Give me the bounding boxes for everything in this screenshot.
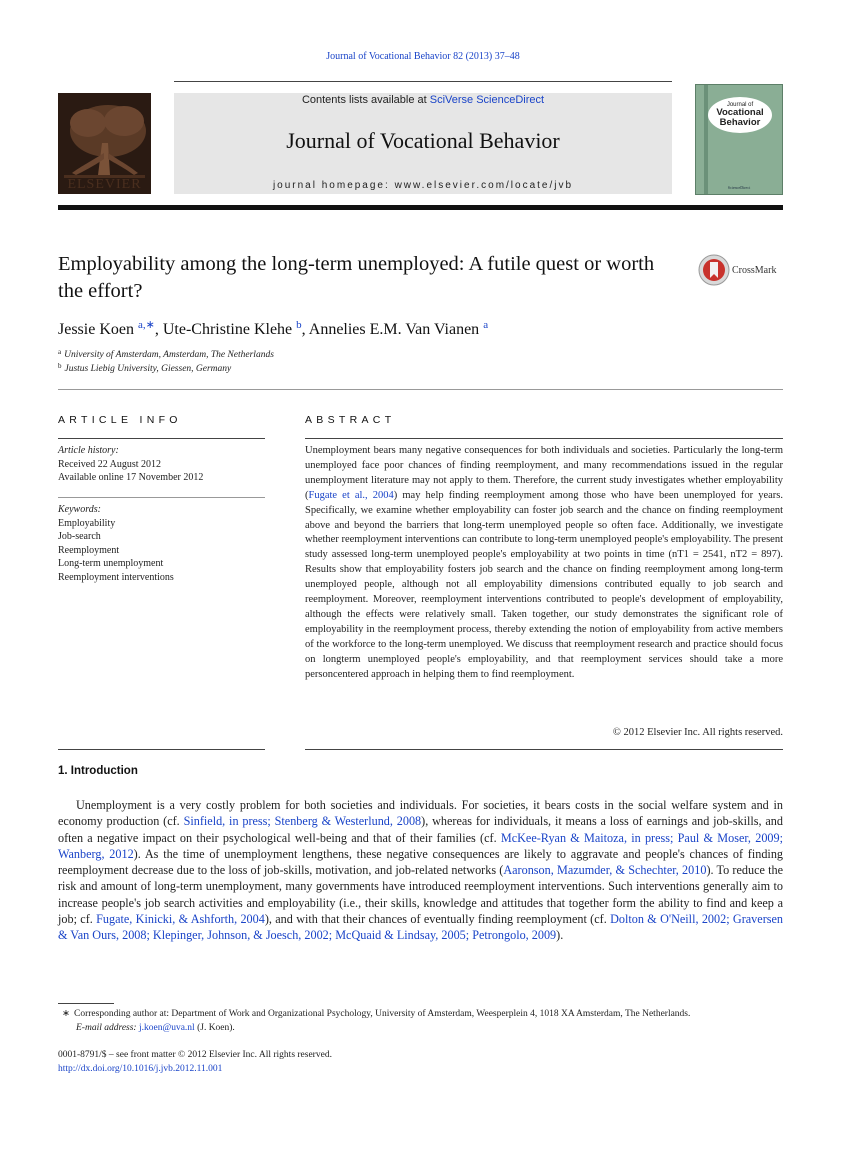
footnote-line bbox=[58, 1008, 783, 1022]
masthead-divider bbox=[58, 205, 783, 210]
affiliation-text: University of Amsterdam, Amsterdam, The Netherlands bbox=[64, 350, 274, 360]
email-suffix: (J. Koen). bbox=[194, 1022, 235, 1033]
introduction-paragraph bbox=[58, 797, 783, 944]
intro-text: ). To reduce the risk and amount of long-term unemployment, many governments have introduced reemployment interventions. Such interventions generally aim to increase people's job search activities and employability (i.e., their skills, knowledge and attitudes that together form the ability to find and keep a job; cf. bbox=[58, 863, 784, 927]
affiliation-text: Justus Liebig University, Giessen, Germany bbox=[64, 364, 232, 374]
cover-line1: Journal of bbox=[726, 102, 754, 108]
keyword-item: Reemployment bbox=[58, 544, 120, 556]
cover-label bbox=[708, 97, 772, 133]
footnote-star: ∗ bbox=[62, 1009, 70, 1019]
available-date: Available online 17 November 2012 bbox=[58, 472, 204, 483]
contents-prefix: Contents lists available at bbox=[301, 94, 430, 106]
article-info-rule bbox=[58, 438, 265, 439]
journal-citation-link[interactable]: Journal of Vocational Behavior 82 (2013) 37–48 bbox=[326, 51, 520, 62]
citation-link[interactable]: Fugate, Kinicki, & Ashforth, 2004 bbox=[96, 912, 265, 927]
abstract-rule bbox=[305, 438, 783, 439]
abstract-part: Unemployment bears many negative consequences for both individuals and societies. Particularly the long-term unemployed face poor chances of finding reemployment, and many recommendations issued in the regular unemployment literature may not apply to them. Therefore, the current study investigates whether employability ( bbox=[305, 445, 783, 501]
author-affiliation-mark[interactable]: b bbox=[296, 319, 302, 331]
homepage-prefix: journal homepage: bbox=[272, 180, 395, 191]
email-link[interactable]: j.koen@uva.nl bbox=[138, 1022, 195, 1033]
cover-line3: Behavior bbox=[719, 117, 761, 128]
history-label: Article history: bbox=[58, 445, 119, 456]
journal-homepage bbox=[174, 180, 672, 191]
article-info-bottom-rule bbox=[58, 749, 265, 750]
issn-block bbox=[58, 1048, 332, 1076]
abstract-bottom-rule bbox=[305, 749, 783, 750]
keyword-item: Employability bbox=[58, 517, 116, 529]
intro-text: ), and with that their chances of eventually finding reemployment (cf. bbox=[264, 912, 611, 927]
journal-cover-thumbnail bbox=[695, 84, 783, 195]
received-date: Received 22 August 2012 bbox=[58, 458, 162, 470]
doi-link[interactable]: http://dx.doi.org/10.1016/j.jvb.2012.11.001 bbox=[58, 1064, 223, 1074]
intro-text: ), whereas for individuals, it means a loss of earnings and job-skills, and often a negative impact on their psychological well-being and that of their families (cf. bbox=[58, 814, 783, 845]
article-title: Employability among the long-term unemployed: A futile quest or worth the effort? bbox=[58, 253, 655, 302]
keywords-list bbox=[58, 503, 265, 584]
journal-masthead bbox=[174, 93, 672, 194]
cover-imprint: ScienceDirect bbox=[727, 185, 751, 190]
crossmark-icon bbox=[698, 254, 730, 286]
abstract-text bbox=[305, 444, 783, 683]
keyword-item: Reemployment interventions bbox=[58, 571, 174, 583]
elsevier-logo bbox=[58, 93, 151, 194]
intro-text: Unemployment is a very costly problem for both societies and individuals. For societies, it bears costs in the social welfare system and in economy production (cf. bbox=[58, 798, 783, 829]
crossmark-label: CrossMark bbox=[732, 265, 777, 276]
author-name: , Ute-Christine Klehe bbox=[154, 321, 297, 338]
author-list bbox=[58, 318, 758, 339]
abstract-part: ) may help finding reemployment among those who have been unemployed for years. Specifically, we examine whether employability can foster job search and the chance on finding reemployment above and beyond the barriers that long-term unemployed people so often face. Additionally, we investigate whether reemployment interventions can contribute to long-term unemployed people's employability. The present study assessed long-term unemployed people's employability at two points in time (nT1 = 2541, nT2 = 897). Results show that employability fosters job search and the chance on finding reemployment among long-term unemployed people, although not all employability dimensions contributed equally to job search and reemployment. Moreover, reemployment interventions contributed to people's development of employability, although the effects were relatively small. Taken together, our study demonstrates the significant role of employability in the reemployment process, thereby extending the notion of employability from active members of the workforce to the long-term unemployed. We discuss that reemployment research and practice should focus on longterm unemployed people's employability, and that reemployment services should take a more personcentered approach in helping them to find reemployment. bbox=[305, 489, 783, 680]
keyword-item: Job-search bbox=[58, 531, 101, 542]
sciencedirect-link[interactable]: SciVerse ScienceDirect bbox=[429, 94, 545, 106]
footnote-corresponding: Corresponding author at: Department of Work and Organizational Psychology, University of Amsterdam, Weesperplein 4, 1018 XA Amsterdam, The Netherlands. bbox=[74, 1009, 691, 1019]
intro-text: ). bbox=[556, 928, 564, 943]
homepage-url[interactable]: www.elsevier.com/locate/jvb bbox=[394, 180, 574, 191]
citation-link[interactable]: Sinfield, in press; Stenberg & Westerlund, 2008 bbox=[183, 814, 422, 829]
citation-link[interactable]: Aaronson, Mazumder, & Schechter, 2010 bbox=[503, 863, 707, 878]
article-history bbox=[58, 444, 265, 485]
keywords-label: Keywords: bbox=[58, 504, 101, 515]
footnote-rule bbox=[58, 1003, 114, 1004]
corresponding-author-footnote bbox=[58, 1008, 783, 1035]
author-affiliation-mark[interactable]: a bbox=[483, 319, 489, 331]
email-label: E-mail address: bbox=[76, 1022, 137, 1033]
affiliation bbox=[58, 362, 231, 374]
keyword-item: Long-term unemployment bbox=[58, 558, 164, 569]
article-info-heading: ARTICLE INFO bbox=[58, 414, 182, 426]
affiliation-mark: b bbox=[58, 362, 62, 370]
header-rule bbox=[174, 81, 672, 82]
issn-line: 0001-8791/$ – see front matter © 2012 Elsevier Inc. All rights reserved. bbox=[58, 1050, 332, 1060]
footnote-email-line bbox=[58, 1022, 783, 1036]
keywords-rule bbox=[58, 497, 265, 498]
author-affiliation-mark[interactable]: a,∗ bbox=[137, 319, 155, 331]
author-name: , Annelies E.M. Van Vianen bbox=[301, 321, 484, 338]
section-divider bbox=[58, 389, 783, 390]
affiliation bbox=[58, 348, 274, 360]
cover-line2: Vocational bbox=[716, 107, 764, 118]
author-name: Jessie Koen bbox=[58, 321, 138, 338]
intro-text: ). As the time of unemployment lengthens, these negative consequences are likely to aggravate and people's chances of finding reemployment decrease due to the loss of job-skills, motivation, and job-related networks ( bbox=[58, 846, 784, 878]
crossmark-badge[interactable] bbox=[698, 254, 788, 288]
elsevier-wordmark: ELSEVIER bbox=[67, 177, 142, 192]
introduction-heading: 1. Introduction bbox=[58, 765, 138, 777]
abstract-heading: ABSTRACT bbox=[305, 414, 396, 426]
citation-link[interactable]: Fugate et al., 2004 bbox=[308, 489, 394, 501]
contents-line bbox=[174, 94, 672, 106]
copyright-notice: © 2012 Elsevier Inc. All rights reserved. bbox=[612, 727, 783, 738]
citation-link[interactable]: McKee-Ryan & Maitoza, in press; Paul & Moser, 2009; Wanberg, 2012 bbox=[58, 830, 783, 861]
journal-title: Journal of Vocational Behavior bbox=[286, 128, 560, 153]
citation-link[interactable]: Dolton & O'Neill, 2002; Graversen & Van Ours, 2008; Klepinger, Johnson, & Joesch, 2002; McQuaid & Lindsay, 2005; Petrongolo, 2009 bbox=[58, 912, 783, 943]
affiliation-mark: a bbox=[58, 348, 62, 356]
